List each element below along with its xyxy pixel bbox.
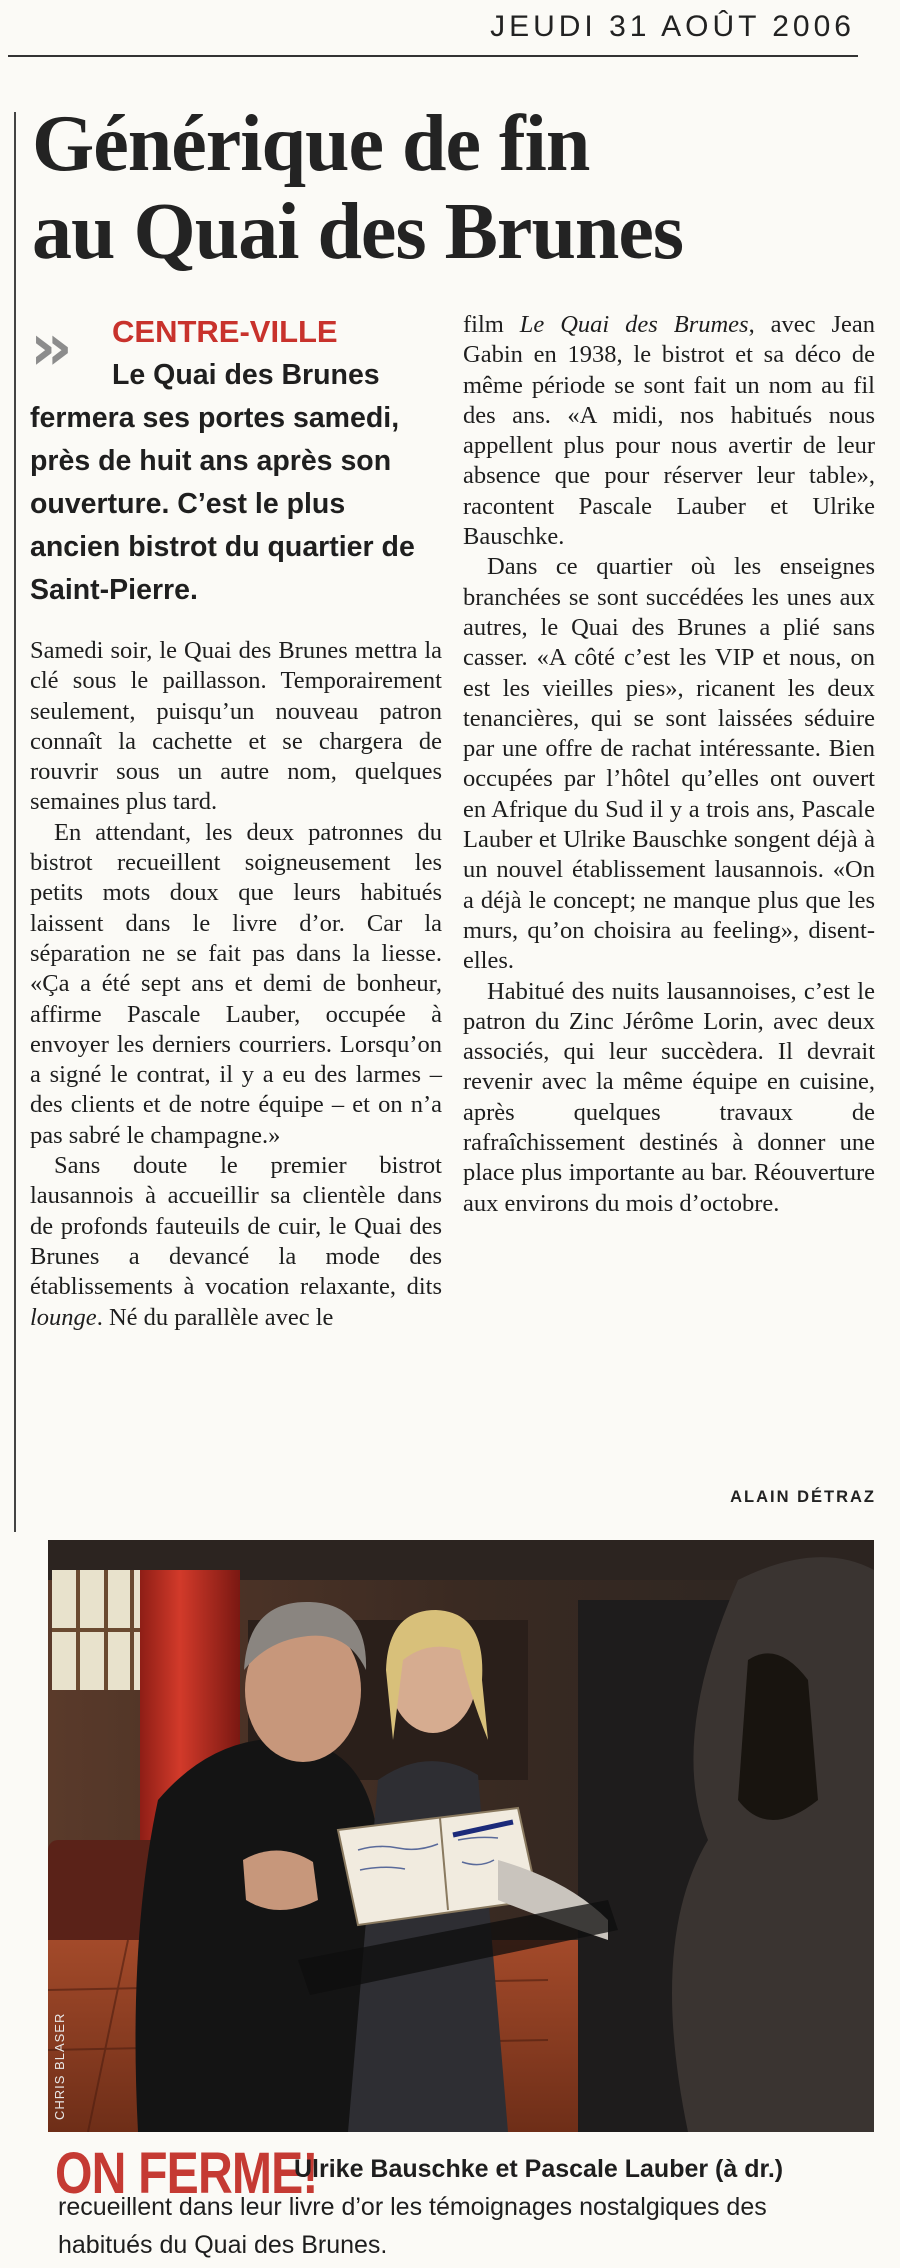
dateline: JEUDI 31 AOÛT 2006	[490, 10, 855, 43]
article-photo	[48, 1540, 874, 2132]
article-column-2	[463, 310, 875, 1219]
caption-tag: ON FERME!	[55, 2141, 318, 2206]
caption-names: Ulrike Bauschke et Pascale Lauber (à dr.)	[294, 2155, 784, 2183]
article-column-1	[30, 636, 442, 1333]
section-rubric: CENTRE-VILLE	[112, 314, 338, 349]
article-intro	[30, 310, 435, 612]
caption-text: recueillent dans leur livre d’or les témoignages nostalgiques des habitués du Quai des Brunes.	[58, 2193, 767, 2259]
photo-illustration	[48, 1540, 874, 2132]
author-byline: ALAIN DÉTRAZ	[730, 1488, 876, 1506]
body-paragraph: Sans doute le premier bistrot lausannois à accueillir sa clientèle dans de profonds fauteuils de cuir, le Quai des Brunes a devancé la mode des établissements à vocation relaxante, dits lounge. Né du parallèle avec le	[30, 1152, 442, 1331]
body-paragraph: Samedi soir, le Quai des Brunes mettra la clé sous le paillasson. Temporairement seulement, puisqu’un nouveau patron connaît la cachette et se chargera de rouvrir sous un autre nom, quelques semaines plus tard.	[30, 637, 442, 816]
body-paragraph: En attendant, les deux patronnes du bistrot recueillent soigneusement les petits mots doux que leurs habitués laissent dans le livre d’or. Car la séparation ne se fait pas dans la liesse. «Ça a été sept ans et demi de bonheur, affirme Pascale Lauber, occupée à envoyer les derniers courriers. Lorsqu’on a signé le contrat, il y a eu des larmes – des clients et de notre équipe – et on n’a pas sabré le champagne.»	[30, 818, 442, 1149]
header-rule	[8, 55, 858, 57]
chevron-icon: ››	[30, 311, 63, 385]
photo-caption	[58, 2150, 868, 2264]
photo-credit: CHRIS BLASER	[52, 2012, 67, 2120]
body-paragraph: film Le Quai des Brumes, avec Jean Gabin en 1938, le bistrot et sa déco de même période se sont fait un nom au fil des ans. «A midi, nos habitués nous appellent plus pour nous avertir de leur absence que pour réserver leur table», racontent Pascale Lauber et Ulrike Bauschke.	[463, 311, 875, 551]
left-margin-rule	[14, 112, 16, 1532]
body-paragraph: Dans ce quartier où les enseignes branchées se sont succédées les unes aux autres, le Quai des Brunes a plié sans casser. «A côté c’est les VIP et nous, on est les vieilles pies», ricanent les deux tenancières, qui se sont laissées séduire par une offre de rachat intéressante. Bien occupées par l’hôtel qu’elles ont ouvert en Afrique du Sud il y a trois ans, Pascale Lauber et Ulrike Bauschke songent déjà à un nouvel établissement lausannois. «On a déjà le concept; ne manque plus que les murs, qu’on choisira au feeling», disent-elles.	[463, 553, 875, 975]
lead-paragraph: Le Quai des Brunes fermera ses portes samedi, près de huit ans après son ouverture. C’est le plus ancien bistrot du quartier de Saint-Pierre.	[30, 359, 415, 606]
body-paragraph: Habitué des nuits lausannoises, c’est le patron du Zinc Jérôme Lorin, avec deux associés, qui leur succèdera. Il devrait revenir avec la même équipe en cuisine, après quelques travaux de rafraîchissement destinés à donner une place plus importante au bar. Réouverture aux environs du mois d’octobre.	[463, 977, 875, 1217]
headline-line-2: au Quai des Brunes	[32, 188, 684, 276]
headline-line-1: Générique de fin	[32, 100, 590, 188]
headline	[32, 100, 852, 276]
